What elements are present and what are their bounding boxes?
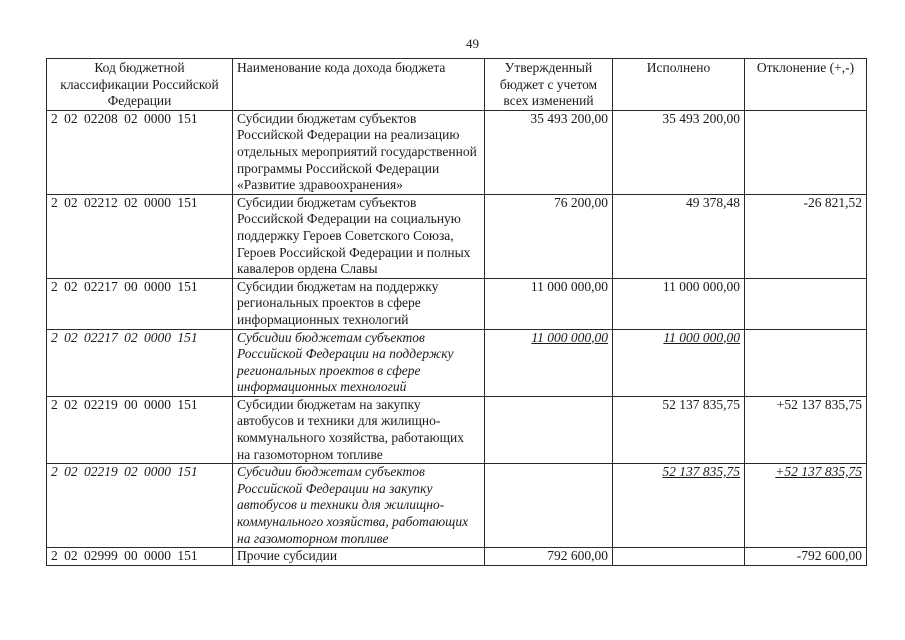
table-row [47, 396, 867, 463]
row-approved [485, 464, 613, 548]
row-executed [613, 548, 745, 566]
row-code: 2 02 02219 02 0000 151 [47, 464, 233, 548]
row-executed: 49 378,48 [613, 194, 745, 278]
row-code: 2 02 02208 02 0000 151 [47, 110, 233, 194]
row-deviation [745, 110, 867, 194]
row-approved [485, 396, 613, 463]
table-row [47, 464, 867, 548]
header-executed: Исполнено [613, 59, 745, 111]
row-name: Субсидии бюджетам субъектов Российской Федерации на закупку автобусов и техники для жилищно-коммунального хозяйства, работающих на газомоторном топливе [233, 464, 485, 548]
page-number: 49 [466, 36, 479, 51]
row-name: Субсидии бюджетам субъектов Российской Федерации на поддержку региональных проектов в сфере информационных технологий [233, 329, 485, 396]
row-approved [485, 329, 613, 396]
row-approved: 35 493 200,00 [485, 110, 613, 194]
row-deviation: -792 600,00 [745, 548, 867, 566]
table-row [47, 110, 867, 194]
header-name: Наименование кода дохода бюджета [233, 59, 485, 111]
row-code: 2 02 02212 02 0000 151 [47, 194, 233, 278]
row-deviation [745, 278, 867, 329]
row-deviation [745, 329, 867, 396]
table-row [47, 278, 867, 329]
row-code: 2 02 02999 00 0000 151 [47, 548, 233, 566]
row-executed-value: 52 137 835,75 [662, 464, 740, 480]
row-deviation: -26 821,52 [745, 194, 867, 278]
table-row [47, 329, 867, 396]
row-executed-value: 11 000 000,00 [663, 329, 740, 345]
row-approved-value: 11 000 000,00 [531, 329, 608, 345]
row-executed: 52 137 835,75 [613, 396, 745, 463]
header-approved: Утвержденный бюджет с учетом всех изменений [485, 59, 613, 111]
row-deviation: +52 137 835,75 [745, 396, 867, 463]
row-approved: 11 000 000,00 [485, 278, 613, 329]
header-code: Код бюджетной классификации Российской Федерации [47, 59, 233, 111]
row-name: Субсидии бюджетам на закупку автобусов и техники для жилищно-коммунального хозяйства, работающих на газомоторном топливе [233, 396, 485, 463]
table-header-row [47, 59, 867, 111]
row-name: Субсидии бюджетам субъектов Российской Федерации на социальную поддержку Героев Советского Союза, Героев Российской Федерации и полных кавалеров ордена Славы [233, 194, 485, 278]
row-executed [613, 329, 745, 396]
budget-table [46, 58, 867, 566]
row-deviation [745, 464, 867, 548]
row-deviation-value: +52 137 835,75 [775, 464, 862, 480]
row-approved: 792 600,00 [485, 548, 613, 566]
row-name: Субсидии бюджетам субъектов Российской Федерации на реализацию отдельных мероприятий государственной программы Российской Федерации «Развитие здравоохранения» [233, 110, 485, 194]
row-name: Субсидии бюджетам на поддержку региональных проектов в сфере информационных технологий [233, 278, 485, 329]
row-code: 2 02 02217 00 0000 151 [47, 278, 233, 329]
row-executed [613, 464, 745, 548]
table-row [47, 194, 867, 278]
row-approved: 76 200,00 [485, 194, 613, 278]
row-name: Прочие субсидии [233, 548, 485, 566]
row-executed: 11 000 000,00 [613, 278, 745, 329]
header-deviation: Отклонение (+,-) [745, 59, 867, 111]
table-row [47, 548, 867, 566]
row-code: 2 02 02217 02 0000 151 [47, 329, 233, 396]
row-code: 2 02 02219 00 0000 151 [47, 396, 233, 463]
row-executed: 35 493 200,00 [613, 110, 745, 194]
